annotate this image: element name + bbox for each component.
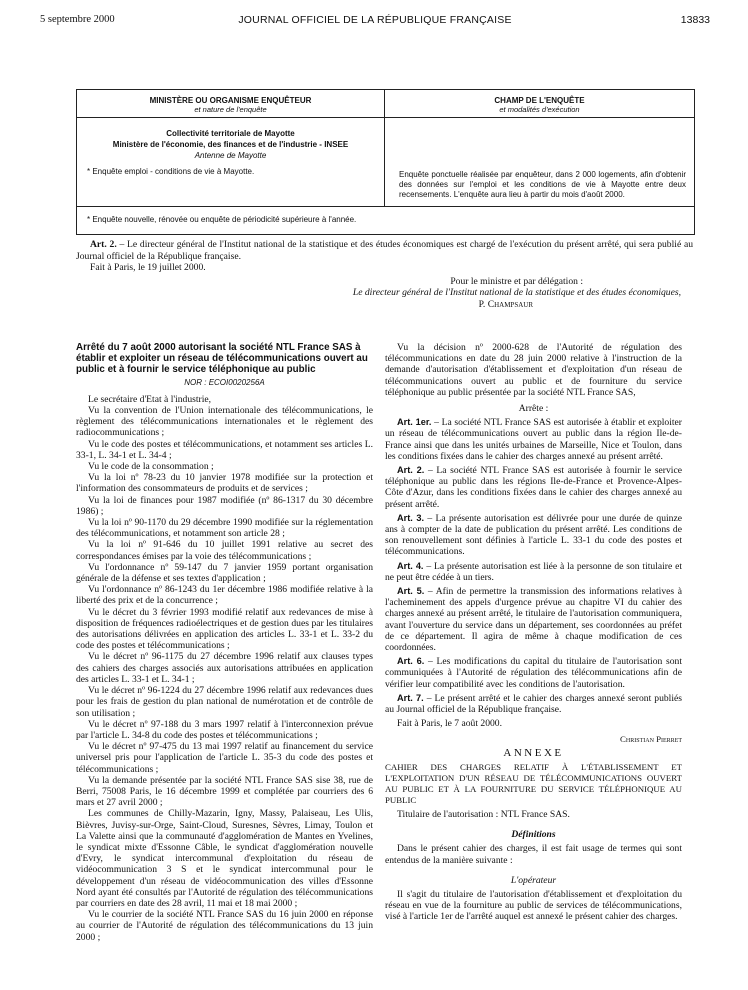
signature-delegation: Pour le ministre et par délégation : — [450, 275, 583, 287]
annexe-heading: ANNEXE — [503, 746, 564, 759]
article-2-label: Art. 2. — [90, 239, 117, 250]
paragraph: Vu le code de la consommation ; — [88, 461, 214, 473]
journal-title: JOURNAL OFFICIEL DE LA RÉPUBLIQUE FRANÇAISE — [238, 14, 512, 26]
fait-a-paris-2: Fait à Paris, le 7 août 2000. — [397, 718, 502, 730]
paragraph: Vu l'ordonnance nº 59-147 du 7 janvier 1959 portant organisation générale de la défense et ses textes d'application ; — [76, 561, 373, 585]
paragraph: Vu le décret nº 97-188 du 3 mars 1997 relatif à l'interconnexion prévue par l'article L. 34-8 du code des postes et télécommunications ; — [76, 718, 373, 741]
paragraph: Vu le décret du 3 février 1993 modifié relatif aux redevances de mise à disposition de fréquences radioélectriques et de gestion dues par les titulaires des autorisations délivrées en application des articles L. 33-1 et L. 33-2 du code des postes et télécommunications ; — [76, 606, 373, 652]
table-cell-organisme — [77, 118, 385, 206]
signature-pierret: Christian Pierret — [620, 733, 682, 744]
table-header-organisme — [77, 90, 385, 118]
org-line-ministere: Ministère de l'économie, des finances et de l'industrie - INSEE — [112, 140, 349, 149]
definitions-heading: Définitions — [511, 829, 556, 841]
paragraph: Le secrétaire d'Etat à l'industrie, — [88, 393, 212, 405]
arrete-label: Arrête : — [518, 403, 549, 415]
paragraph: Vu le décret nº 96-1175 du 27 décembre 1996 relatif aux clauses types des cahiers des charges associés aux autorisations attribuées en application des articles L. 33-1 et L. 34-1 ; — [76, 651, 373, 685]
paragraph: Vu la loi nº 78-23 du 10 janvier 1978 modifiée sur la protection et l'information des consommateurs de produits et de services ; — [76, 472, 373, 495]
paragraph: Vu la loi nº 91-646 du 10 juillet 1991 relative au secret des correspondances émises par la voie des télécommunications ; — [76, 539, 373, 562]
signature-name: P. Champsaur — [478, 298, 533, 310]
article-7: Art. 7. – Le présent arrêté et le cahier des charges annexé seront publiés au Journal officiel de la République française. — [385, 692, 682, 716]
paragraph: Vu la demande présentée par la société NTL France SAS sise 38, rue de Berri, 75008 Paris, le 16 décembre 1999 et complétée par courriers des 6 mars et 27 avril 2000 ; — [76, 774, 373, 809]
survey-scope: Enquête ponctuelle réalisée par enquêteur, dans 2 000 logements, afin d'obtenir des données sur l'emploi et les conditions de vie à Mayotte entre deux recensements. L'enquête aura lieu à partir du mois d'août 2000. — [399, 170, 686, 199]
fait-a-paris: Fait à Paris, le 19 juillet 2000. — [90, 262, 206, 274]
page-header — [40, 10, 710, 28]
paragraph: Vu la loi de finances pour 1987 modifiée (nº 86-1317 du 30 décembre 1986) ; — [76, 494, 373, 517]
definitions-text: Dans le présent cahier des charges, il est fait usage de termes qui sont entendus de la manière suivante : — [385, 843, 682, 866]
cahier-title: CAHIER DES CHARGES RELATIF À L'ÉTABLISSEMENT ET L'EXPLOITATION D'UN RÉSEAU DE TÉLÉCOMMUNICATIONS OUVERT AU PUBLIC ET À LA FOURNITURE DU SERVICE TÉLÉPHONIQUE AU PUBLIC — [385, 761, 682, 805]
table-header-champ — [385, 90, 694, 118]
paragraph: Vu la convention de l'Union internationale des télécommunications, le règlement des télécommunications internationales et le règlement des radiocommunications ; — [76, 405, 373, 439]
article-1: Art. 1er. – La société NTL France SAS est autorisée à établir et exploiter un réseau de télécommunications ouvert au public dans la région Ile-de-France ainsi que dans les unités urbaines de Marseille, Nice et Toulon, dans les conditions fixées dans le cahier des charges annexé au présent arrêté. — [385, 417, 682, 462]
decree-title: Arrêté du 7 août 2000 autorisant la société NTL France SAS à établir et exploiter un réseau de télécommunications ouvert au public et à fournir le service téléphonique au public — [76, 342, 368, 376]
titulaire: Titulaire de l'autorisation : NTL France SAS. — [397, 808, 570, 820]
article-5: Art. 5. – Afin de permettre la transmission des informations relatives à l'acheminement des appels d'urgence prévue au chapitre VI du cahier des charges annexé au présent arrêté, le titulaire de l'autorisation communiquera, avant l'ouverture du service dans un département, ses coordonnées au préfet de ce département. Il agira de même à chaque modification de ces coordonnées. — [385, 586, 682, 654]
previous-decree-end — [76, 239, 693, 311]
survey-table — [76, 89, 695, 235]
table-footnote: * Enquête nouvelle, rénovée ou enquête de périodicité supérieure à l'année. — [77, 206, 694, 234]
paragraph: Vu l'ordonnance nº 86-1243 du 1er décembre 1986 modifiée relative à la liberté des prix et de la concurrence ; — [76, 584, 373, 607]
table-cell-champ — [385, 118, 694, 206]
col1-subheader: et nature de l'enquête — [194, 105, 267, 114]
paragraph: Vu le code des postes et télécommunications, et notamment ses articles L. 33-1, L. 34-1 et L. 34-4 ; — [76, 438, 373, 461]
survey-name: * Enquête emploi - conditions de vie à Mayotte. — [87, 167, 255, 176]
org-line-antenne: Antenne de Mayotte — [194, 151, 267, 160]
col1-header: MINISTÈRE OU ORGANISME ENQUÊTEUR — [149, 96, 312, 105]
col2-header: CHAMP DE L'ENQUÊTE — [494, 96, 585, 105]
article-2: Art. 2. – La société NTL France SAS est autorisée à fournir le service téléphonique au public dans les régions Ile-de-France et Provence-Alpes-Côte d'Azur, dans les conditions fixées dans le cahier des charges annexé au présent arrêté. — [385, 465, 682, 510]
nor-reference: NOR : ECOI0020256A — [184, 377, 265, 387]
org-line-collectivite: Collectivité territoriale de Mayotte — [166, 129, 295, 138]
publication-date: 5 septembre 2000 — [40, 14, 115, 25]
article-3: Art. 3. – La présente autorisation est délivrée pour une durée de quinze ans à compter de la date de publication du présent arrêté. Les conditions de son renouvellement sont définies à l'article L. 33-1 du code des postes et télécommunications. — [385, 512, 682, 558]
article-2-text: – Le directeur général de l'Institut national de la statistique et des études économiques est chargé de l'exécution du présent arrêté, qui sera publié au Journal officiel de la République française. — [76, 239, 694, 262]
right-column — [385, 342, 682, 923]
article-6: Art. 6. – Les modifications du capital du titulaire de l'autorisation sont communiquées à l'Autorité de régulation des télécommunications afin de vérifier leur compatibilité avec les conditions de l'autorisation. — [385, 656, 682, 690]
left-column — [76, 342, 373, 943]
paragraph: Vu la loi nº 90-1170 du 29 décembre 1990 modifiée sur la réglementation des télécommunications, et notamment son article 28 ; — [76, 517, 373, 540]
article-2-paragraph — [76, 239, 693, 262]
paragraph: Vu le courrier de la société NTL France SAS du 16 juin 2000 en réponse au courrier de l'Autorité de régulation des télécommunications du 13 juin 2000 ; — [76, 909, 373, 943]
article-4: Art. 4. – La présente autorisation est liée à la personne de son titulaire et ne peut être cédée à un tiers. — [385, 560, 682, 583]
vu-decision: Vu la décision nº 2000-628 de l'Autorité de régulation des télécommunications en date du 28 juin 2000 relative à l'instruction de la demande d'autorisation d'établissement et d'exploitation d'un réseau de télécommunications ouvert au public et de fourniture du service téléphonique au public présentée par la société NTL France SAS, — [385, 342, 682, 398]
paragraph: Vu le décret nº 96-1224 du 27 décembre 1996 relatif aux redevances dues pour les frais de gestion du plan national de numérotation et de contrôle de son utilisation ; — [76, 685, 373, 719]
signature-role: Le directeur général de l'Institut national de la statistique et des études économiques, — [352, 287, 681, 299]
operateur-heading: L'opérateur — [510, 874, 557, 886]
operateur-text: Il s'agit du titulaire de l'autorisation d'établissement et d'exploitation du réseau en vue de la fourniture au public de services de télécommunications, visé à l'article 1er de l'arrêté auquel est annexé le présent cahier des charges. — [385, 888, 682, 923]
paragraph: Vu le décret nº 97-475 du 13 mai 1997 relatif au financement du service universel pris pour l'application de l'article L. 35-3 du code des postes et télécommunications ; — [76, 741, 373, 775]
page-number: 13833 — [680, 14, 710, 26]
col2-subheader: et modalités d'exécution — [499, 105, 580, 114]
paragraph: Les communes de Chilly-Mazarin, Igny, Massy, Palaiseau, Les Ulis, Bièvres, Juvisy-sur-Orge, Saint-Cloud, Suresnes, Sèvres, Limay, Toulon et La Valette ainsi que la communauté d'agglomération de Mantes en Yvelines, le syndicat mixte d'Essonne Câble, le syndicat d'agglomération nouvelle d'Evry, le syndicat intercommunal d'exploitation du réseau de vidéocommunication 3 S et le syndicat intercommunal pour le développement d'un réseau de vidéocommunication des villes d'Essonne Nord ayant été consultés par l'Autorité de régulation des télécommunications par courriers en date des 28 avril, 11 mai et 18 mai 2000 ; — [76, 808, 373, 909]
